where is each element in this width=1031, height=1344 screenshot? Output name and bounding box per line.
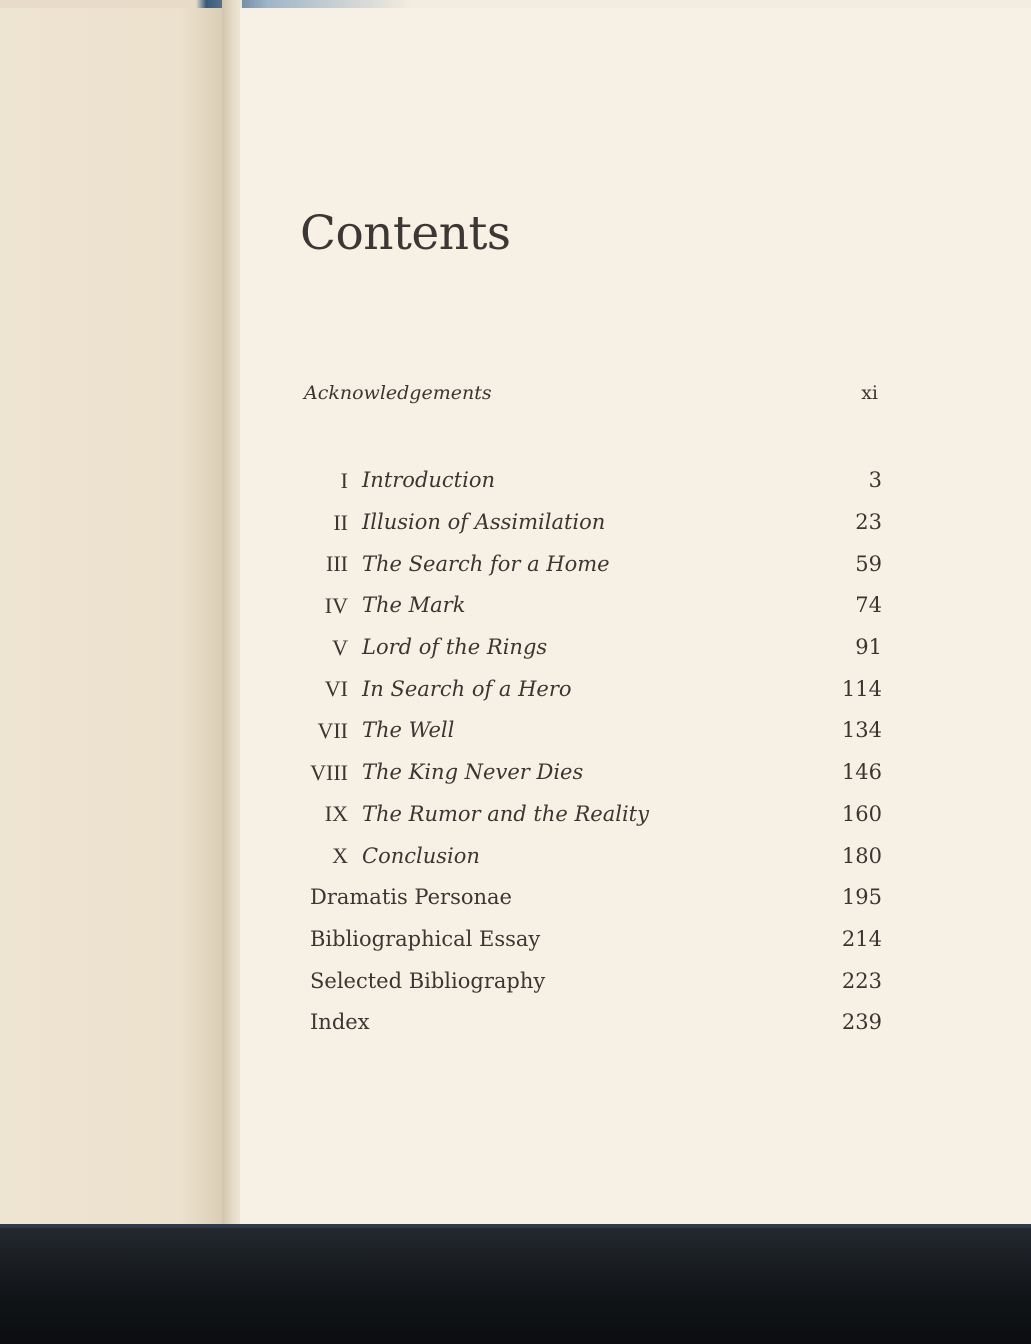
back-matter-title: Dramatis Personae <box>310 885 512 910</box>
chapter-number: VIII <box>310 759 348 785</box>
toc-chapter-row <box>300 835 882 877</box>
chapter-page: 91 <box>855 635 882 660</box>
chapter-number: IV <box>324 592 348 618</box>
chapter-number: II <box>333 509 348 535</box>
chapter-title: The Mark <box>362 593 466 618</box>
chapter-title: Lord of the Rings <box>362 635 548 660</box>
back-matter-page: 223 <box>841 968 882 993</box>
chapter-number: V <box>332 634 348 660</box>
back-matter-title: Bibliographical Essay <box>310 926 541 951</box>
toc-chapter-row <box>300 752 882 794</box>
toc-chapter-row <box>300 668 882 710</box>
back-matter-title: Index <box>310 1010 370 1035</box>
back-matter-title: Selected Bibliography <box>310 968 546 993</box>
back-matter-page: 214 <box>841 926 882 951</box>
toc-chapter-row <box>300 502 882 544</box>
chapter-page: 114 <box>841 676 882 701</box>
toc-back-matter-row <box>300 877 882 919</box>
chapter-number: I <box>340 467 348 493</box>
toc-chapter-row <box>300 794 882 836</box>
chapter-number: VII <box>317 717 348 743</box>
chapter-title: The Well <box>362 718 455 743</box>
chapter-number: X <box>332 843 348 869</box>
book-gutter <box>222 0 242 1230</box>
chapter-title: The Rumor and the Reality <box>362 801 649 826</box>
chapter-title: The Search for a Home <box>362 551 610 576</box>
chapter-page: 59 <box>855 551 882 576</box>
toc-chapter-row <box>300 460 882 502</box>
chapter-page: 160 <box>841 801 882 826</box>
back-matter-page: 195 <box>841 885 882 910</box>
chapter-title: Introduction <box>362 468 495 493</box>
toc-chapter-row <box>300 627 882 669</box>
chapter-page: 146 <box>841 760 882 785</box>
chapter-page: 74 <box>855 593 882 618</box>
toc-entry-acknowledgements <box>304 382 878 404</box>
chapter-title: In Search of a Hero <box>362 676 572 701</box>
toc-back-matter-row <box>300 919 882 961</box>
page-title: Contents <box>300 206 511 261</box>
chapter-title: Illusion of Assimilation <box>362 510 606 535</box>
chapter-title: Conclusion <box>362 843 480 868</box>
left-page <box>0 8 226 1230</box>
toc-entry-page: xi <box>861 382 878 404</box>
toc-chapter-row <box>300 710 882 752</box>
table-of-contents <box>300 460 882 1044</box>
chapter-page: 3 <box>868 468 882 493</box>
chapter-title: The King Never Dies <box>362 760 584 785</box>
chapter-number: III <box>326 551 348 577</box>
chapter-page: 134 <box>841 718 882 743</box>
toc-chapter-row <box>300 543 882 585</box>
toc-back-matter-row <box>300 960 882 1002</box>
book-top-edge <box>0 0 1031 8</box>
chapter-number: IX <box>324 801 348 827</box>
toc-entry-title: Acknowledgements <box>304 382 492 404</box>
toc-back-matter-row <box>300 1002 882 1044</box>
toc-chapter-row <box>300 585 882 627</box>
chapter-page: 23 <box>855 510 882 535</box>
chapter-page: 180 <box>841 843 882 868</box>
chapter-number: VI <box>324 676 348 702</box>
book-cover-bottom <box>0 1228 1031 1344</box>
back-matter-page: 239 <box>841 1010 882 1035</box>
